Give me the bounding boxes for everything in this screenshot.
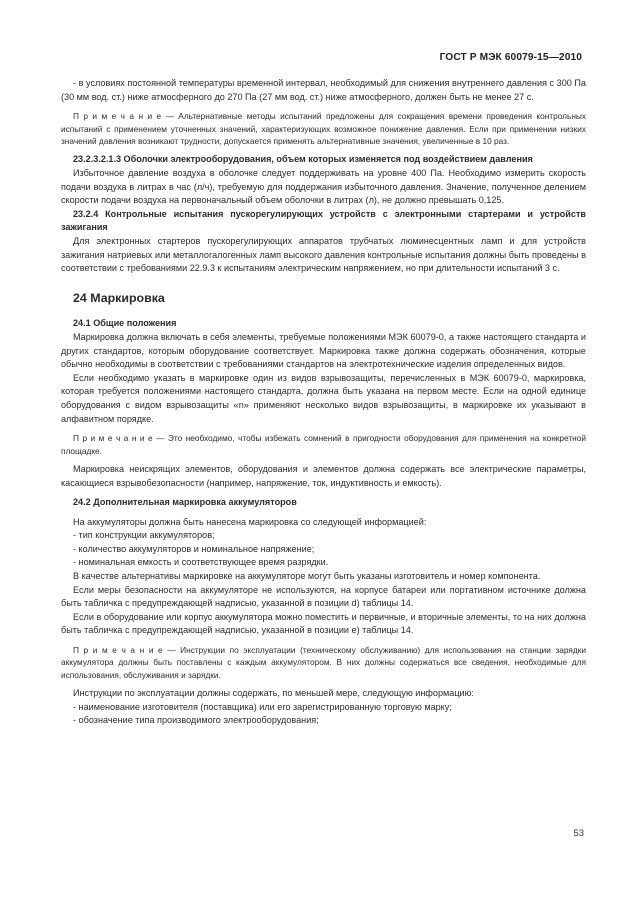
note	[61, 644, 586, 681]
paragraph: Если меры безопасности на аккумуляторе не используются, на корпусе батареи или портативном источнике должна быть табличка с предупреждающей надписью, указанной в позиции d) таблицы 14.	[61, 584, 586, 609]
note-label: П р и м е ч а н и е	[73, 111, 162, 122]
note	[61, 110, 586, 147]
note-text: — Инструкции по эксплуатации (техническому обслуживанию) для использования на станции зарядки аккумулятора должны быть поставлены с каждым аккумулятором. В них должны содержаться все сведения, необходимые для использования, обслуживания и зарядки.	[61, 645, 586, 680]
section-heading: 24.2 Дополнительная маркировка аккумуляторов	[73, 497, 297, 508]
paragraph: Маркировка должна включать в себя элементы, требуемые положениями МЭК 60079-0, а также настоящего стандарта и других стандартов, которым оборудование соответствует. Маркировка также должна содержать обозначения, которые обычно необходимы в соответствии с требованиями стандартов на электротехнические изделия определенных видов.	[61, 331, 586, 370]
section-heading: 23.2.4 Контрольные испытания пускорегулирующих устройств с электронными стартерами и устройств зажигания	[61, 208, 586, 233]
paragraph: Избыточное давление воздуха в оболочке следует поддерживать на уровне 400 Па. Необходимо измерить скорость подачи воздуха в литрах в час (л/ч), требуемую для поддержания избыточного давления. Значение, полученное делением скорости подачи воздуха на первоначальный объем оболочки в литрах (л), не должно превышать 0,125.	[61, 168, 586, 206]
standard-header: ГОСТ Р МЭК 60079-15—2010	[439, 52, 582, 63]
note	[61, 432, 586, 457]
paragraph: На аккумуляторы должна быть нанесена маркировка со следующей информацией:	[73, 516, 427, 527]
note-text: — Это необходимо, чтобы избежать сомнений в пригодности оборудования для применения на конкретной площадке.	[61, 433, 586, 456]
note-label: П р и м е ч а н и е	[73, 645, 163, 656]
list-item: - наименование изготовителя (поставщика) или его зарегистрированную торговую марку;	[73, 701, 452, 712]
page-content	[61, 77, 586, 728]
paragraph: Для электронных стартеров пускорегулирующих аппаратов трубчатых люминесцентных ламп и для устройств зажигания натриевых или металлогалогенных ламп высокого давления контрольные испытания должны быть проведены в соответствии с требованиями 22.9.3 к испытаниям электрическим напряжением, но при длительности испытаний 3 с.	[61, 235, 586, 274]
list-item: - обозначение типа производимого электрооборудования;	[73, 715, 319, 726]
chapter-heading: 24 Маркировка	[73, 290, 165, 305]
section-heading: 24.1 Общие положения	[73, 318, 177, 329]
paragraph: В качестве альтернативы маркировке на аккумуляторе могут быть указаны изготовитель и номер компонента.	[73, 571, 541, 582]
paragraph: Если в оборудование или корпус аккумулятора можно поместить и первичные, и вторичные элементы, то на них должна быть табличка с предупреждающей надписью, указанной в позиции e) таблицы 14.	[61, 611, 586, 636]
paragraph: - в условиях постоянной температуры временной интервал, необходимый для снижения внутреннего давления с 300 Па (30 мм вод. ст.) ниже атмосферного до 270 Па (27 мм вод. ст.) ниже атмосферного, должен быть не менее 27 с.	[61, 78, 586, 102]
list-item: - номинальная емкость и соответствующее время разрядки.	[73, 557, 329, 568]
paragraph: Маркировка неискрящих элементов, оборудования и элементов должна содержать все электрические параметры, касающиеся взрывобезопасности (например, напряжение, ток, индуктивность и емкость).	[61, 463, 586, 488]
page-number: 53	[573, 828, 584, 839]
section-heading: 23.2.3.2.1.3 Оболочки электрооборудования, объем которых изменяется под воздействием давления	[73, 154, 533, 165]
paragraph: Инструкции по эксплуатации должны содержать, по меньшей мере, следующую информацию:	[73, 688, 474, 699]
list-item: - количество аккумуляторов и номинальное напряжение;	[73, 543, 315, 554]
list-item: - тип конструкции аккумуляторов;	[73, 530, 215, 541]
note-label: П р и м е ч а н и е	[73, 433, 153, 444]
paragraph: Если необходимо указать в маркировке один из видов взрывозащиты, перечисленных в МЭК 60079-0, маркировка, которая требуется положениями настоящего стандарта, должна быть указана на первом месте. Если на одной единице оборудования с видом взрывозащиты «n» применяют несколько видов взрывозащиты, в маркировке их указывают в алфавитном порядке.	[61, 372, 586, 424]
note-text: — Альтернативные методы испытаний предложены для сокращения времени проведения контрольных испытаний с применением уточненных значений, характеризующих возможное понижение давления. Если при применении низких значений давления возникают трудности, допускается применять альтернативные значения, увеличенные в 10 раз.	[61, 111, 587, 146]
